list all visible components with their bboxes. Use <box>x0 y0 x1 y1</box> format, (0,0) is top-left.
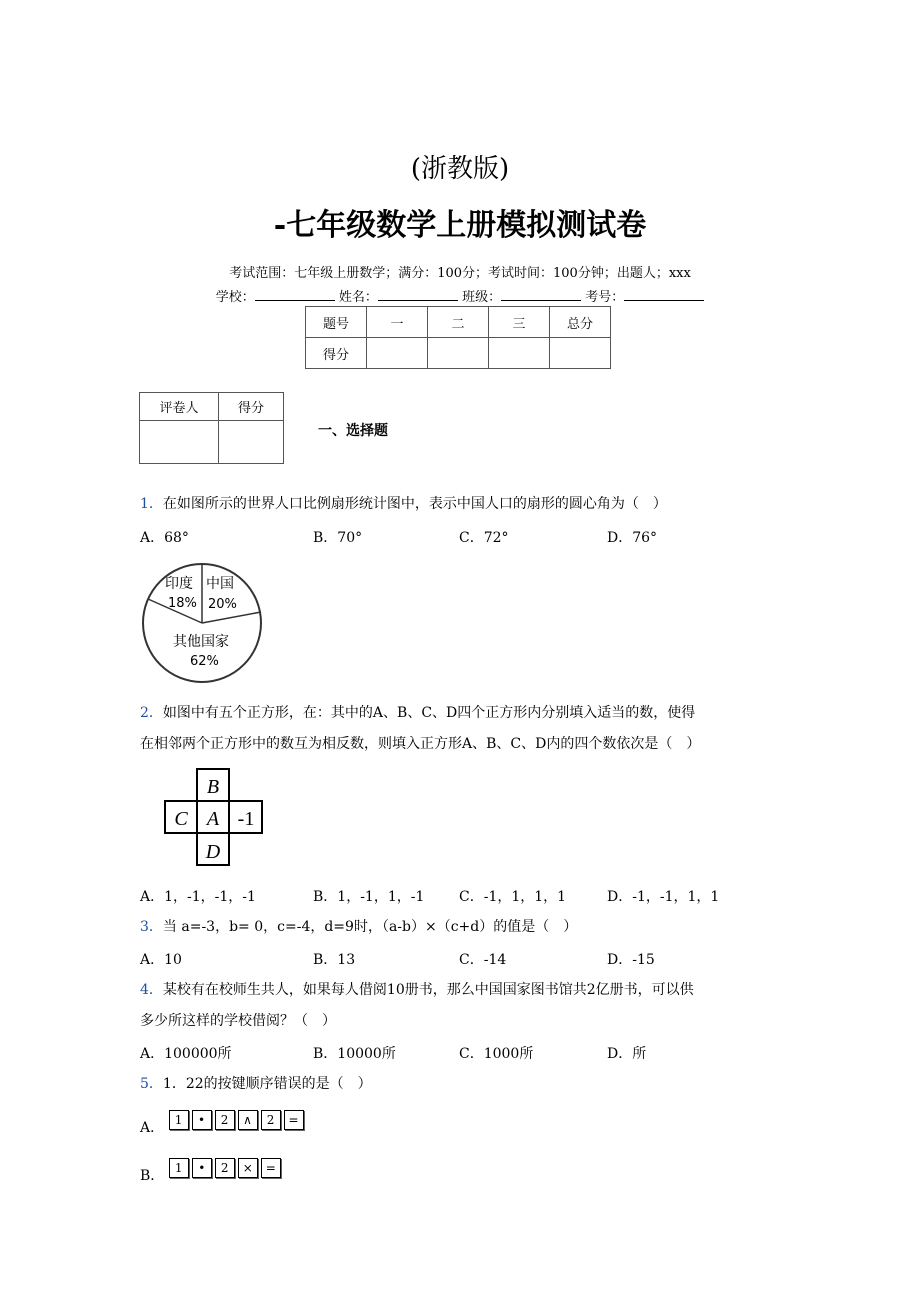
question-text: 当 a=-3，b= 0，c=-4，d=9时，（a-b）×（c+d）的值是（ ） <box>162 919 578 935</box>
name-label: 姓名： <box>338 290 378 305</box>
edition-label: (浙教版) <box>410 154 510 184</box>
score-header-cell: 二 <box>428 307 489 338</box>
question-4 <box>140 980 694 1000</box>
option-a[interactable]: A．10 <box>140 952 182 968</box>
other-percent: 62% <box>190 654 219 669</box>
option-a[interactable]: A．100000所 <box>140 1046 232 1062</box>
option-a[interactable] <box>140 1110 307 1137</box>
label-neg1: -1 <box>237 808 255 830</box>
score-cell[interactable] <box>489 338 550 369</box>
option-a[interactable]: A．1，-1，-1，-1 <box>140 889 256 905</box>
option-b[interactable] <box>140 1158 284 1185</box>
option-d[interactable]: D．76° <box>607 530 658 546</box>
reviewer-cell[interactable] <box>140 421 219 464</box>
school-blank[interactable] <box>255 288 335 301</box>
score-header-cell: 题号 <box>306 307 367 338</box>
score-header-cell: 三 <box>489 307 550 338</box>
score-row-label: 得分 <box>306 338 367 369</box>
number-blank[interactable] <box>624 288 704 301</box>
key-2: 2 <box>215 1110 235 1130</box>
question-number: 2． <box>140 705 163 721</box>
key-multiply: × <box>238 1158 258 1178</box>
option-c[interactable]: C．72° <box>459 530 509 546</box>
student-info-row <box>0 286 920 305</box>
population-pie-chart <box>138 562 268 684</box>
option-b-label: B． <box>140 1168 165 1184</box>
option-d[interactable]: D．-15 <box>607 952 655 968</box>
grader-score-header: 得分 <box>219 393 284 421</box>
question-3 <box>140 917 577 937</box>
score-cell[interactable] <box>367 338 428 369</box>
option-b[interactable]: B．10000所 <box>313 1046 396 1062</box>
option-b[interactable]: B．70° <box>313 530 363 546</box>
question-number: 4． <box>140 982 163 998</box>
china-percent: 20% <box>208 597 237 612</box>
question-number: 5． <box>140 1076 163 1092</box>
question-2-line2: 在相邻两个正方形中的数互为相反数，则填入正方形A、B、C、D内的四个数依次是（ ） <box>140 736 701 752</box>
option-d[interactable]: D．-1，-1，1，1 <box>607 889 720 905</box>
key-2: 2 <box>261 1110 281 1130</box>
option-c[interactable]: C．-14 <box>459 952 507 968</box>
score-header-cell: 总分 <box>550 307 611 338</box>
class-blank[interactable] <box>501 288 581 301</box>
reviewer-header: 评卷人 <box>140 393 219 421</box>
key-equals: = <box>284 1110 304 1130</box>
question-5 <box>140 1074 372 1094</box>
question-text-line1: 如图中有五个正方形，在：其中的A、B、C、D四个正方形内分别填入适当的数，使得 <box>162 705 696 721</box>
school-label: 学校： <box>215 290 255 305</box>
score-cell[interactable] <box>428 338 489 369</box>
india-percent: 18% <box>168 596 197 611</box>
key-dot: • <box>192 1110 212 1130</box>
question-text-line1: 某校有在校师生共人，如果每人借阅10册书，那么中国国家图书馆共2亿册书，可以供 <box>162 982 694 998</box>
label-b: B <box>206 776 220 798</box>
squares-figure <box>162 767 268 869</box>
class-label: 班级： <box>462 290 502 305</box>
score-table <box>305 306 611 369</box>
key-2: 2 <box>215 1158 235 1178</box>
option-b[interactable]: B．13 <box>313 952 356 968</box>
question-number: 3． <box>140 919 163 935</box>
grader-table <box>139 392 284 464</box>
score-cell[interactable] <box>550 338 611 369</box>
option-a[interactable]: A．68° <box>140 530 189 546</box>
question-text: 在如图所示的世界人口比例扇形统计图中，表示中国人口的扇形的圆心角为（ ） <box>162 496 667 512</box>
option-c[interactable]: C．-1，1，1，1 <box>459 889 567 905</box>
exam-info: 考试范围：七年级上册数学；满分：100分；考试时间：100分钟；出题人；xxx <box>229 266 691 281</box>
question-4-line2: 多少所这样的学校借阅？（ ） <box>140 1013 336 1029</box>
key-power: ∧ <box>238 1110 258 1130</box>
label-a: A <box>206 808 220 830</box>
key-1: 1 <box>169 1158 189 1178</box>
score-header-cell: 一 <box>367 307 428 338</box>
india-label: 印度 <box>165 576 193 592</box>
option-a-label: A． <box>140 1120 165 1136</box>
other-label: 其他国家 <box>173 634 229 650</box>
key-equals: = <box>261 1158 281 1178</box>
section-title: 一、选择题 <box>318 423 388 439</box>
option-d[interactable]: D．所 <box>607 1046 647 1062</box>
question-text: 1．22的按键顺序错误的是（ ） <box>162 1076 372 1092</box>
option-b[interactable]: B．1，-1，1，-1 <box>313 889 425 905</box>
option-c[interactable]: C．1000所 <box>459 1046 534 1062</box>
question-2 <box>140 703 695 723</box>
question-number: 1． <box>140 496 163 512</box>
china-label: 中国 <box>206 576 234 592</box>
number-label: 考号： <box>585 290 625 305</box>
question-1 <box>140 494 667 514</box>
pie-divider <box>202 612 261 623</box>
grader-score-cell[interactable] <box>219 421 284 464</box>
key-dot: • <box>192 1158 212 1178</box>
key-1: 1 <box>169 1110 189 1130</box>
page-title: -七年级数学上册模拟测试卷 <box>273 208 647 243</box>
name-blank[interactable] <box>378 288 458 301</box>
label-d: D <box>205 841 221 863</box>
label-c: C <box>174 808 188 830</box>
